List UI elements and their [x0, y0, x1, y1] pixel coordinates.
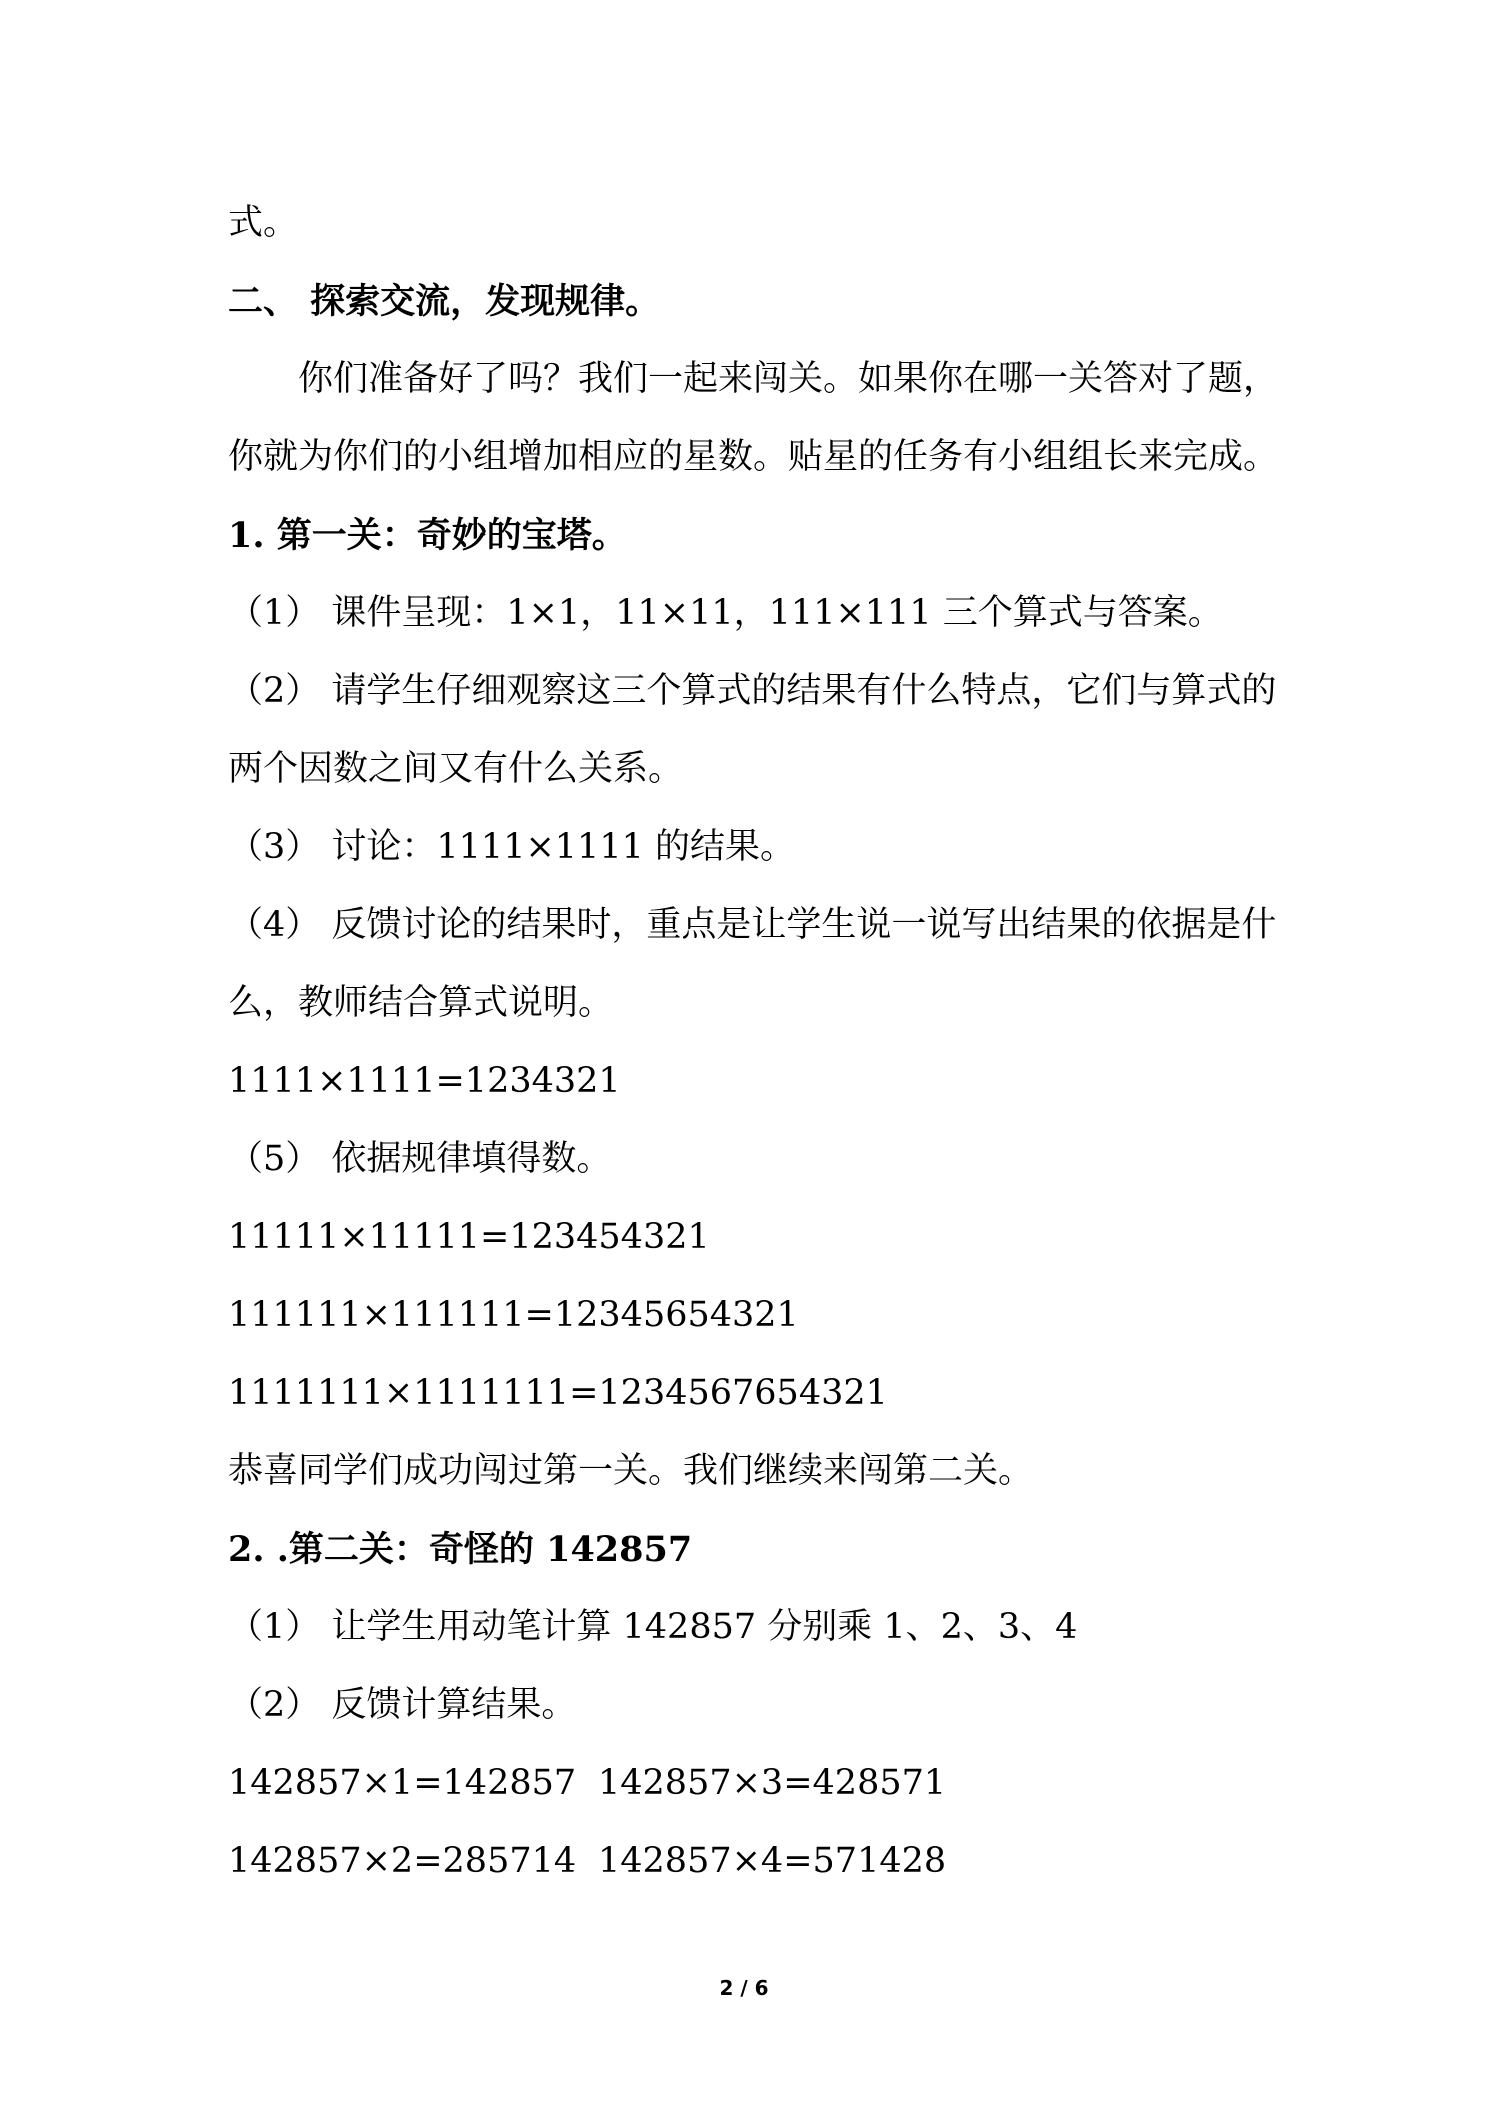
equation-line: 11111×11111=123454321 [228, 1217, 710, 1257]
list-item: （3） 讨论：1111×1111 的结果。 [228, 827, 795, 867]
text-line: 式。 [228, 203, 299, 243]
paragraph-line: 两个因数之间又有什么关系。 [228, 749, 684, 789]
list-item: （5） 依据规律填得数。 [228, 1139, 612, 1179]
equation-line: 111111×111111=12345654321 [228, 1295, 799, 1335]
equation-line: 1111×1111=1234321 [228, 1061, 621, 1101]
equation-line: 142857×4=571428 [598, 1841, 947, 1881]
paragraph-line: 你们准备好了吗？我们一起来闯关。如果你在哪一关答对了题， [298, 359, 1279, 399]
list-item: （2） 反馈计算结果。 [228, 1685, 577, 1725]
paragraph-line: 恭喜同学们成功闯过第一关。我们继续来闯第二关。 [228, 1451, 1034, 1491]
list-item: （2） 请学生仔细观察这三个算式的结果有什么特点，它们与算式的 [228, 671, 1277, 711]
subsection-heading: 2. .第二关：奇怪的 142857 [228, 1529, 693, 1570]
subsection-heading: 1. 第一关：奇妙的宝塔。 [228, 515, 627, 556]
equation-line: 1111111×1111111=1234567654321 [228, 1373, 888, 1413]
list-item: （1） 让学生用动笔计算 142857 分别乘 1、2、3、4 [228, 1607, 1078, 1647]
list-item: （4） 反馈讨论的结果时，重点是让学生说一说写出结果的依据是什 [228, 905, 1277, 945]
paragraph-line: 么，教师结合算式说明。 [228, 983, 614, 1023]
equation-line: 142857×3=428571 [598, 1763, 947, 1803]
page-number: 2 / 6 [719, 1976, 769, 2000]
paragraph-line: 你就为你们的小组增加相应的星数。贴星的任务有小组组长来完成。 [228, 437, 1279, 477]
section-heading: 二、 探索交流，发现规律。 [228, 281, 661, 322]
list-item: （1） 课件呈现：1×1，11×11，111×111 三个算式与答案。 [228, 593, 1223, 633]
equation-line: 142857×2=285714 [228, 1841, 577, 1881]
equation-line: 142857×1=142857 [228, 1763, 577, 1803]
